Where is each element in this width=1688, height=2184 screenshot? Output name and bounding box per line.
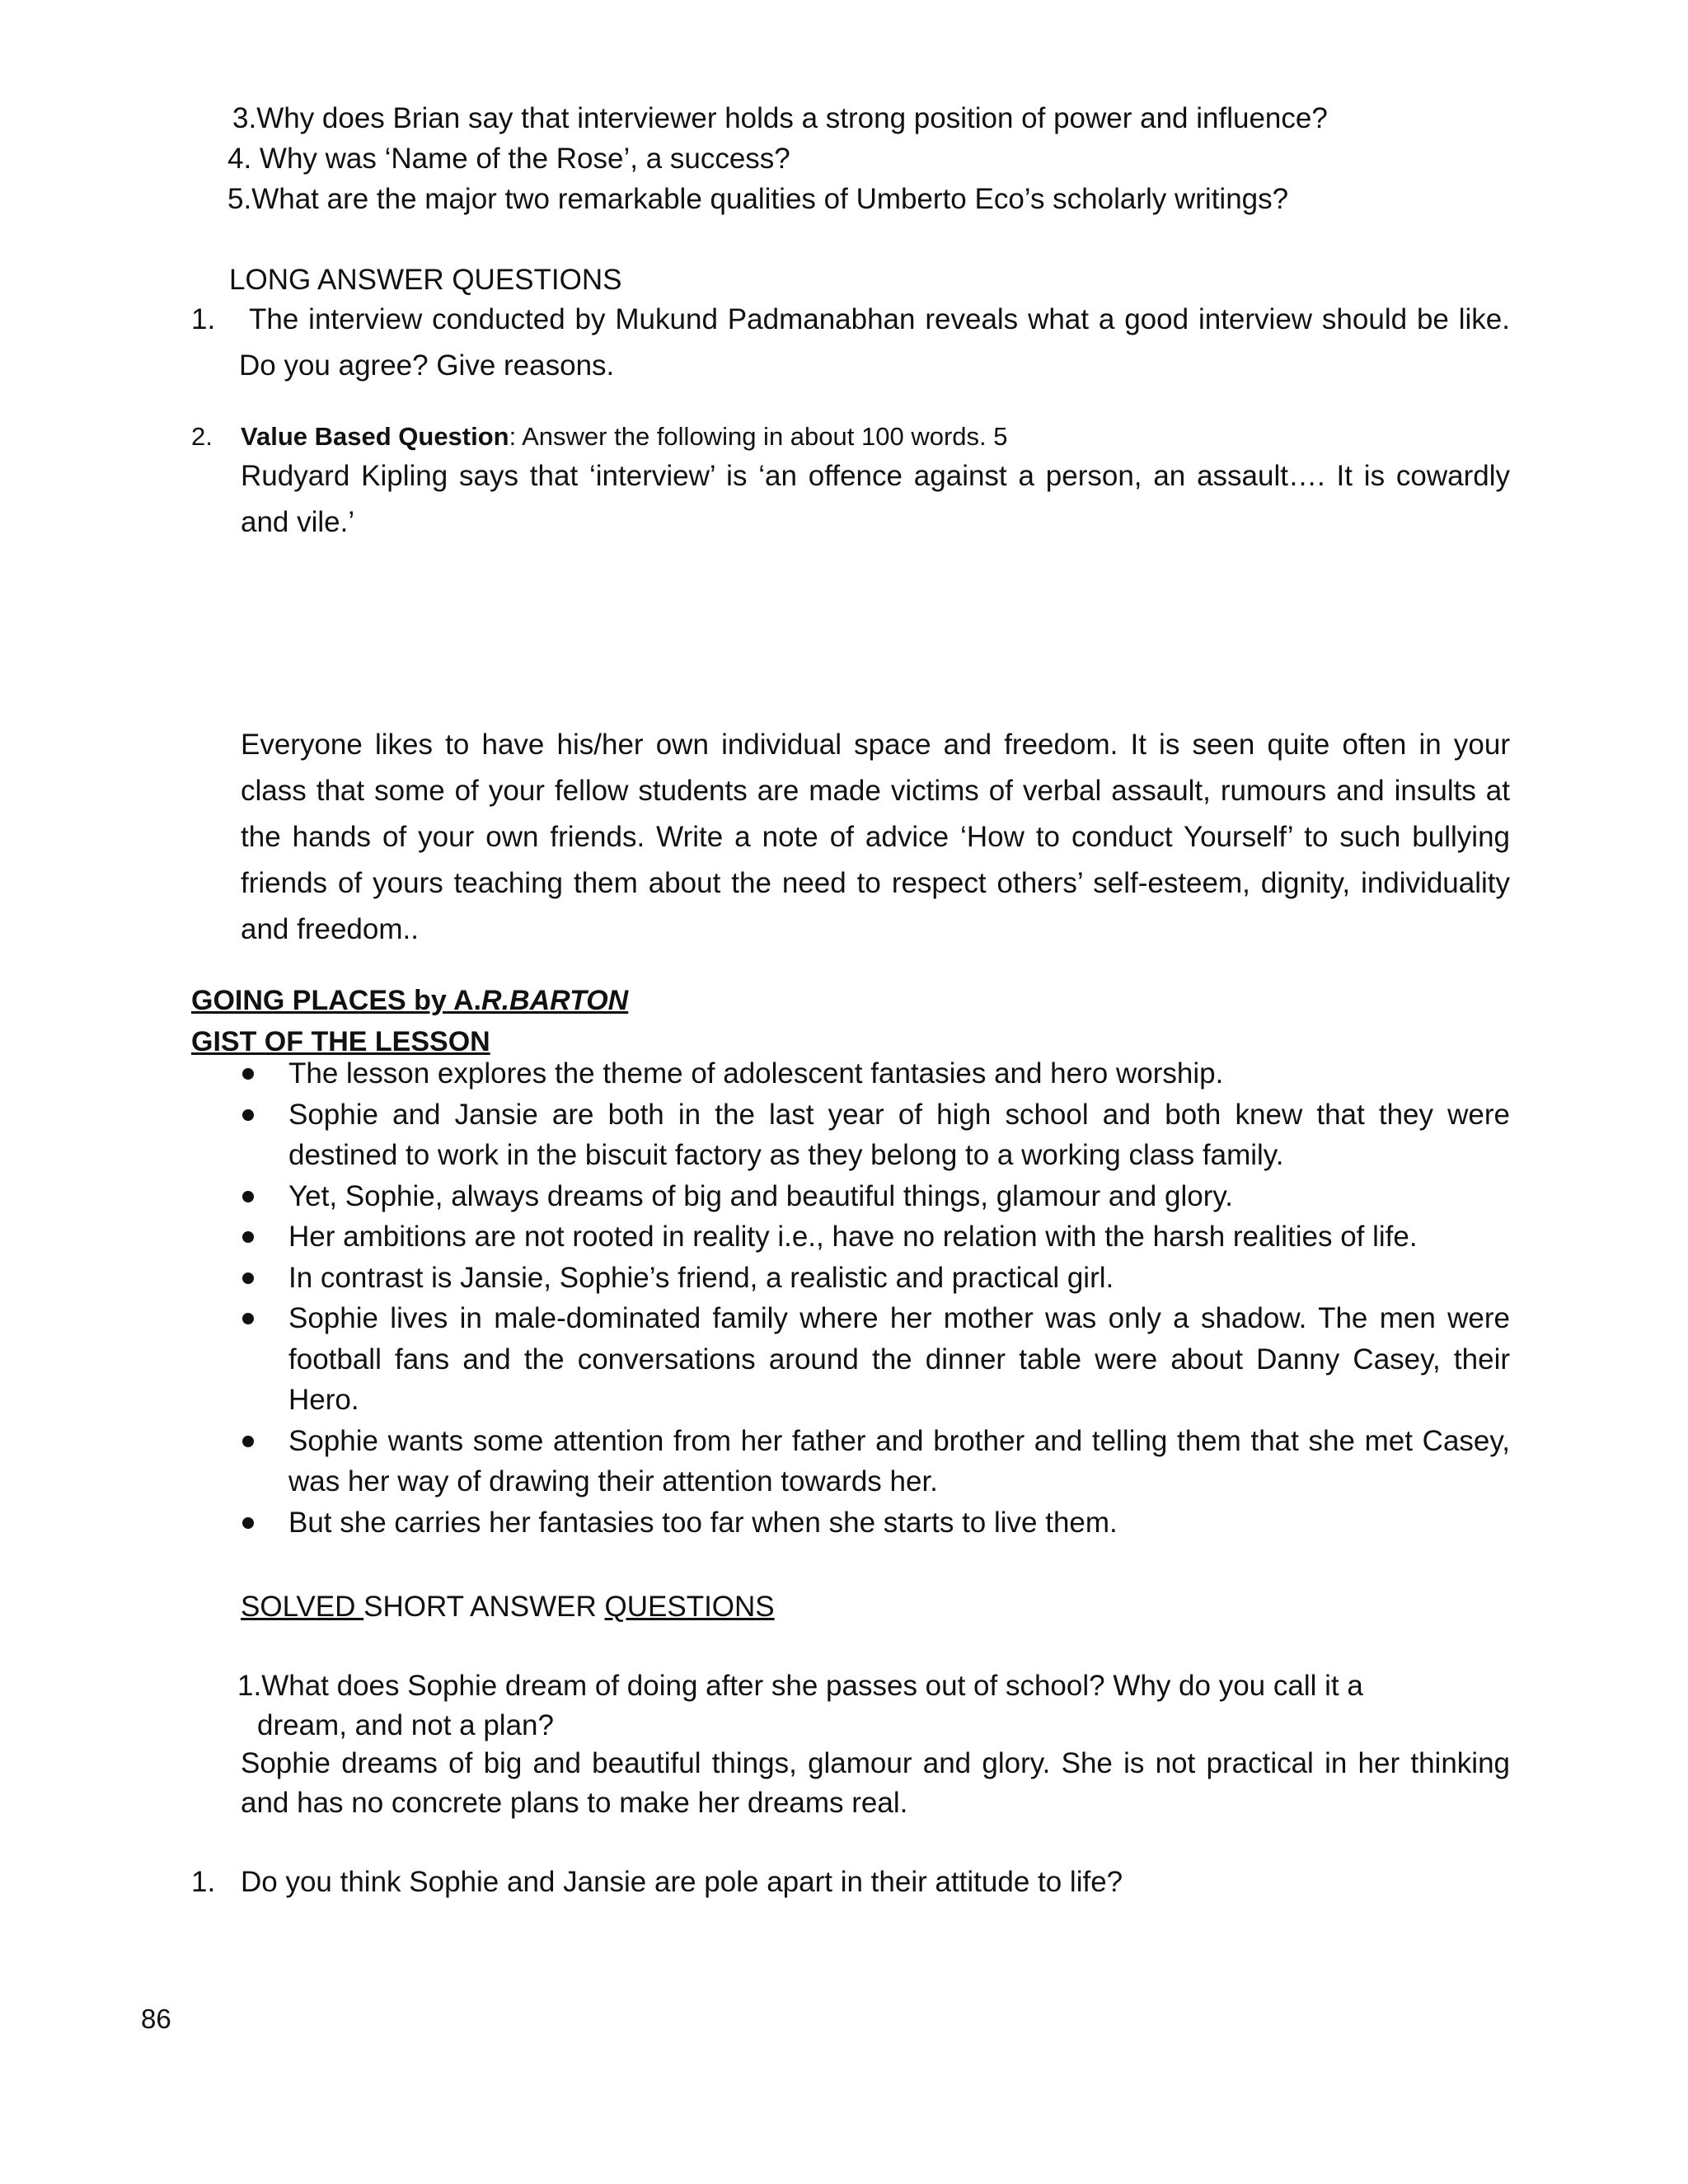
gist-heading: GIST OF THE LESSON <box>191 1026 490 1057</box>
bullet-text: Sophie and Jansie are both in the last year of high school and both knew that they were destined to work in the biscuit factory as they belong to a working class family. <box>288 1098 1510 1171</box>
long-q1-number: 1. <box>191 303 216 335</box>
bullet-text: Yet, Sophie, always dreams of big and beautiful things, glamour and glory. <box>288 1179 1233 1212</box>
bullet-icon <box>242 1517 254 1529</box>
solved-heading-part2: SHORT ANSWER <box>363 1591 605 1623</box>
gist-bullet <box>237 1502 1510 1544</box>
lesson-title-author: R.BARTON <box>481 985 629 1016</box>
solved-q2-number: 1. <box>191 1866 216 1898</box>
bullet-icon <box>242 1191 254 1202</box>
bullet-text: The lesson explores the theme of adolescent fantasies and hero worship. <box>288 1057 1224 1090</box>
bullet-text: Sophie lives in male-dominated family where her mother was only a shadow. The men were football fans and the conversations around the dinner table were about Danny Casey, their Hero. <box>288 1302 1510 1416</box>
question-5: 5.What are the major two remarkable qualities of Umberto Eco’s scholarly writings? <box>227 183 1289 215</box>
solved-heading-part1: SOLVED <box>241 1591 364 1623</box>
page-number: 86 <box>141 2004 171 2034</box>
long-answer-heading: LONG ANSWER QUESTIONS <box>229 264 622 296</box>
bullet-text: Her ambitions are not rooted in reality i.e., have no relation with the harsh realities of life. <box>288 1221 1418 1253</box>
bullet-icon <box>242 1436 254 1447</box>
gist-bullet <box>237 1258 1510 1299</box>
bullet-text: But she carries her fantasies too far when she starts to live them. <box>288 1506 1118 1539</box>
bullet-icon <box>242 1313 254 1324</box>
gist-bullet <box>237 1216 1510 1258</box>
long-q1-text: The interview conducted by Mukund Padmanabhan reveals what a good interview should be like. Do you agree? Give reasons. <box>239 303 1510 382</box>
value-based-instruction: : Answer the following in about 100 words. 5 <box>509 422 1008 451</box>
solved-q2-text: Do you think Sophie and Jansie are pole apart in their attitude to life? <box>241 1866 1123 1898</box>
gist-bullet-list <box>237 1053 1510 1543</box>
bullet-icon <box>242 1109 254 1121</box>
solved-heading <box>241 1587 775 1627</box>
value-based-question <box>241 417 1007 457</box>
bullet-text: Sophie wants some attention from her father and brother and telling them that she met Casey, was her way of drawing their attention towards her. <box>288 1424 1510 1497</box>
gist-bullet <box>237 1053 1510 1094</box>
lesson-title-prefix: GOING PLACES by A. <box>191 985 482 1016</box>
value-based-task: Everyone likes to have his/her own individual space and freedom. It is seen quite often in your class that some of your fellow students are made victims of verbal assault, rumours and insults at the hands of your own friends. Write a note of advice ‘How to conduct Yourself’ to such bullying friends of yours teaching them about the need to respect others’ self-esteem, dignity, individuality and freedom.. <box>241 729 1510 945</box>
value-based-label: Value Based Question <box>241 422 509 451</box>
gist-bullet <box>237 1094 1510 1176</box>
solved-heading-part3: QUESTIONS <box>604 1591 775 1623</box>
bullet-icon <box>242 1231 254 1243</box>
solved-q1-line2: dream, and not a plan? <box>257 1709 554 1741</box>
question-3: 3.Why does Brian say that interviewer holds a strong position of power and influence? <box>232 102 1328 134</box>
solved-q1-line1: 1.What does Sophie dream of doing after she passes out of school? Why do you call it a <box>237 1670 1363 1702</box>
bullet-icon <box>242 1068 254 1080</box>
gist-bullet <box>237 1176 1510 1217</box>
gist-bullet <box>237 1298 1510 1421</box>
long-q2-number: 2. <box>191 422 213 451</box>
gist-bullet <box>237 1421 1510 1502</box>
bullet-text: In contrast is Jansie, Sophie’s friend, a realistic and practical girl. <box>288 1261 1114 1294</box>
question-4: 4. Why was ‘Name of the Rose’, a success? <box>227 143 790 175</box>
lesson-title <box>191 981 628 1020</box>
kipling-quote: Rudyard Kipling says that ‘interview’ is ‘an offence against a person, an assault…. It is cowardly and vile.’ <box>241 460 1510 538</box>
solved-a1: Sophie dreams of big and beautiful things, glamour and glory. She is not practical in her thinking and has no concrete plans to make her dreams real. <box>241 1747 1510 1819</box>
bullet-icon <box>242 1272 254 1284</box>
